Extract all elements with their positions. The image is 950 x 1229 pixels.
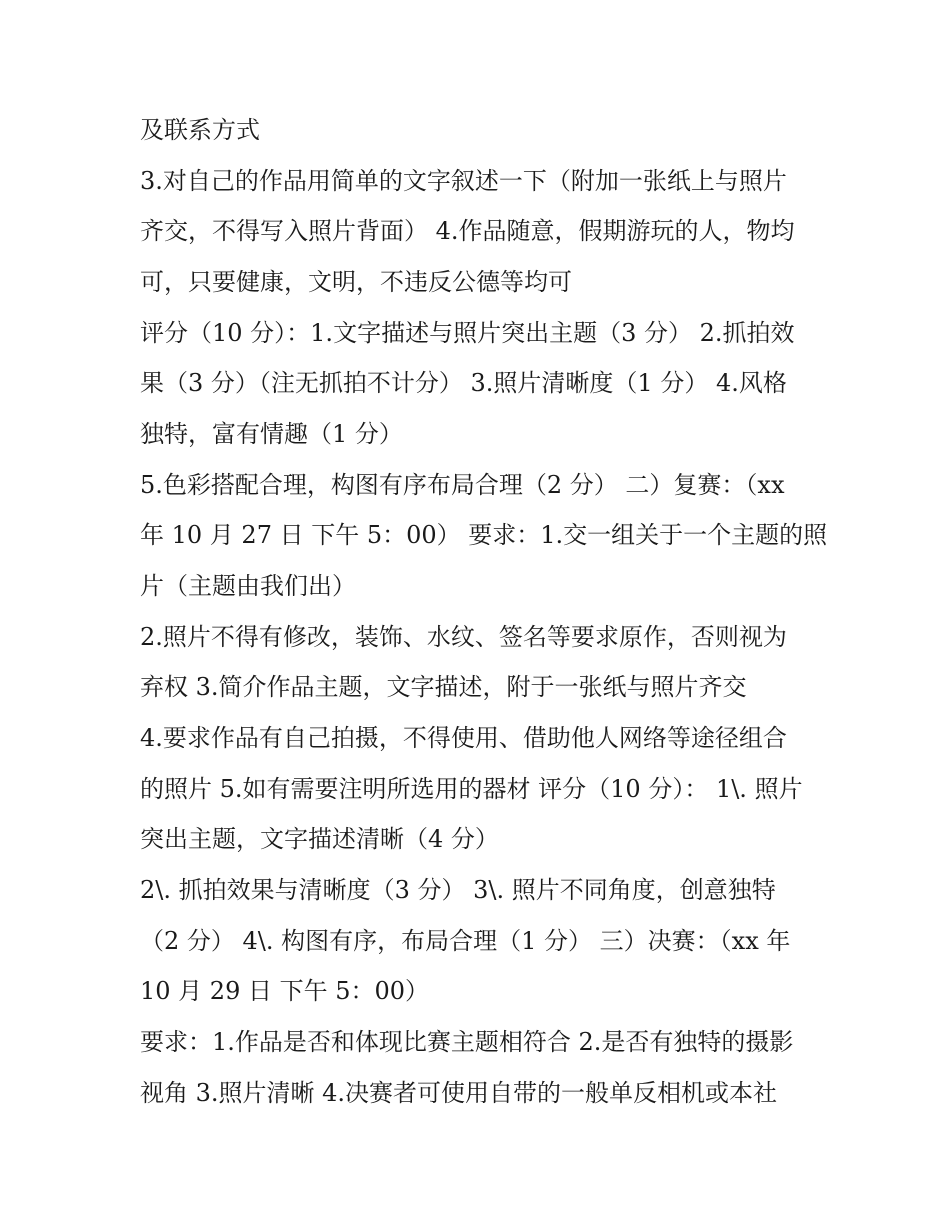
text-line: 独特，富有情趣（1 分） — [140, 420, 403, 448]
text-line: 要求：1.作品是否和体现比赛主题相符合 2.是否有独特的摄影 — [140, 1028, 794, 1056]
text-line: 评分（10 分）：1.文字描述与照片突出主题（3 分） 2.抓拍效 — [140, 319, 795, 347]
text-line: 3.对自己的作品用简单的文字叙述一下（附加一张纸上与照片 — [140, 167, 787, 195]
text-line: 4.要求作品有自己拍摄，不得使用、借助他人网络等途径组合 — [140, 724, 787, 752]
text-line: 及联系方式 — [140, 116, 260, 144]
text-line: 2\. 抓拍效果与清晰度（3 分） 3\. 照片不同角度，创意独特 — [140, 876, 776, 904]
text-line: 可，只要健康，文明，不违反公德等均可 — [140, 268, 572, 296]
text-line: 突出主题，文字描述清晰（4 分） — [140, 825, 499, 853]
text-line: 视角 3.照片清晰 4.决赛者可使用自带的一般单反相机或本社 — [140, 1079, 778, 1107]
text-line: 片（主题由我们出） — [140, 572, 356, 600]
text-line: 的照片 5.如有需要注明所选用的器材 评分（10 分）： 1\. 照片 — [140, 775, 803, 803]
text-line: 10 月 29 日 下午 5：00） — [140, 977, 430, 1005]
text-line: 果（3 分）（注无抓拍不计分） 3.照片清晰度（1 分） 4.风格 — [140, 369, 787, 397]
text-line: 年 10 月 27 日 下午 5：00） 要求：1.交一组关于一个主题的照 — [140, 521, 828, 549]
text-line: 2.照片不得有修改，装饰、水纹、签名等要求原作，否则视为 — [140, 623, 787, 651]
text-line: （2 分） 4\. 构图有序，布局合理（1 分） 三）决赛：（xx 年 — [140, 927, 791, 955]
text-line: 齐交，不得写入照片背面） 4.作品随意，假期游玩的人，物均 — [140, 217, 795, 245]
text-line: 弃权 3.简介作品主题，文字描述，附于一张纸与照片齐交 — [140, 673, 747, 701]
text-line: 5.色彩搭配合理，构图有序布局合理（2 分） 二）复赛：（xx — [140, 471, 785, 499]
